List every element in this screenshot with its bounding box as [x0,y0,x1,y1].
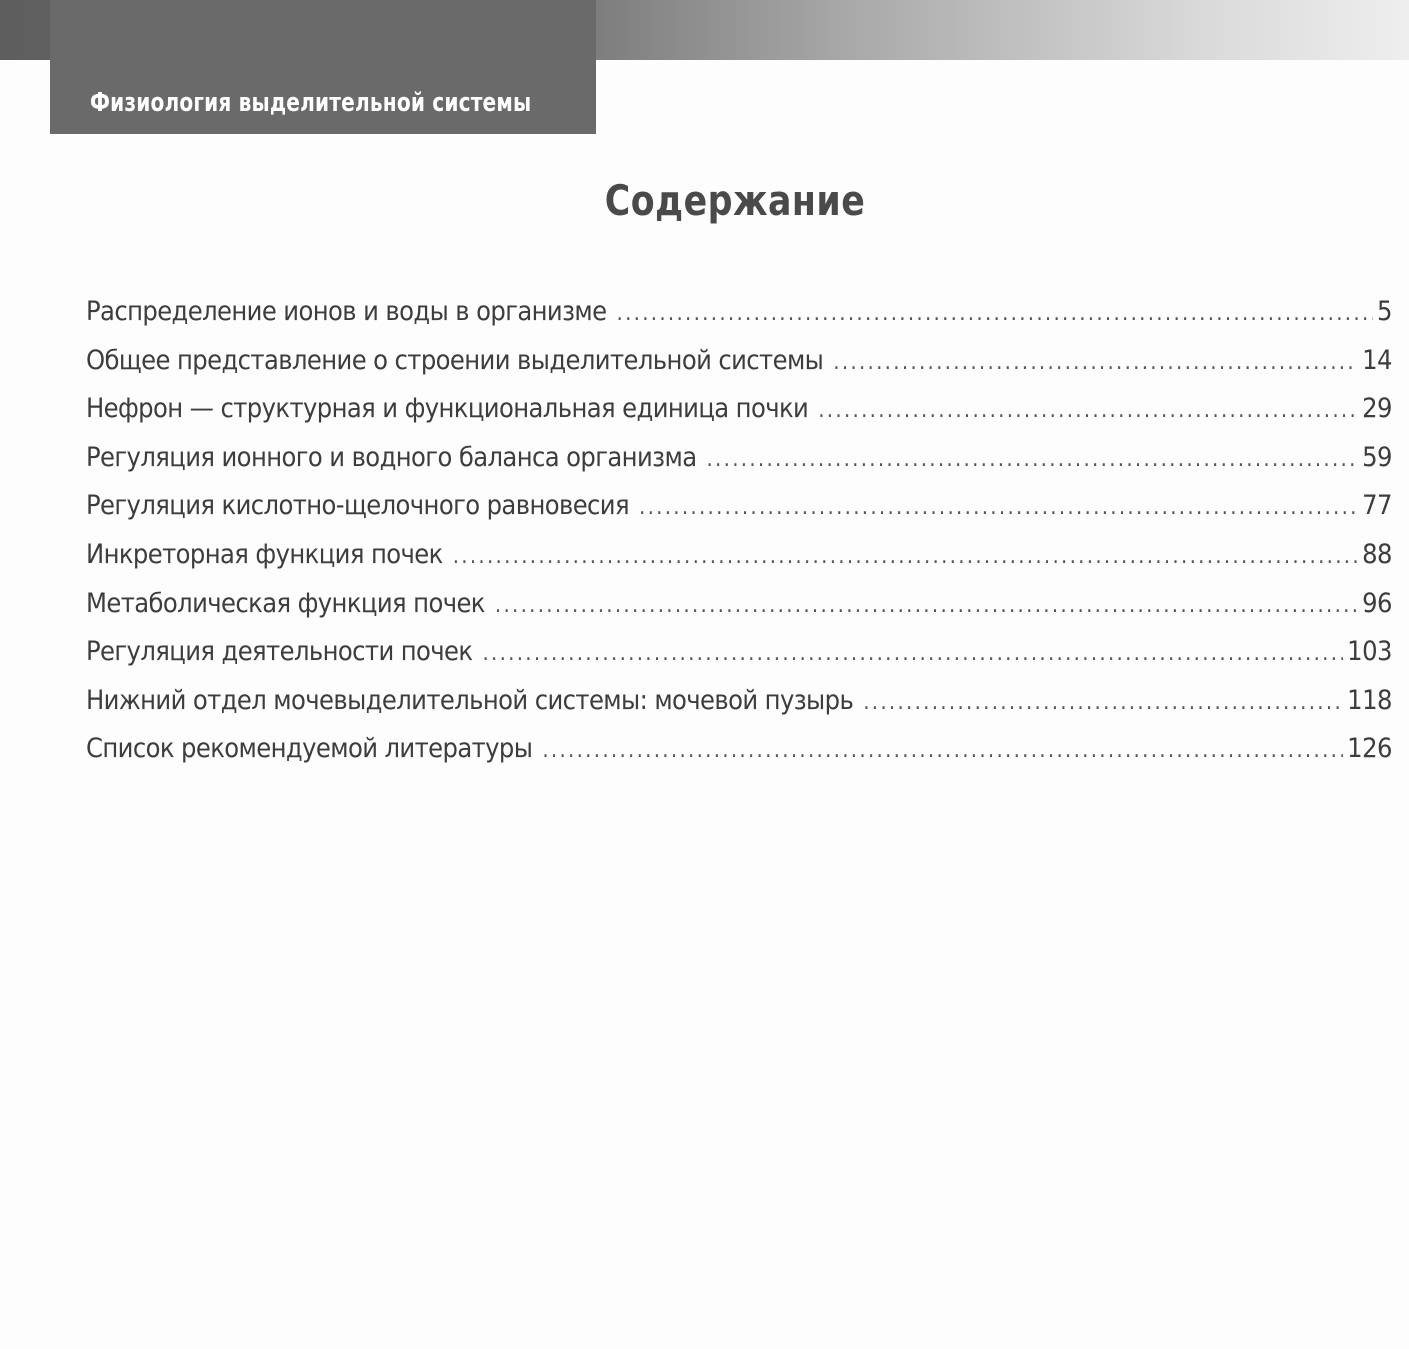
toc-entry-page: 77 [1362,490,1392,522]
toc-entry-title: Нефрон — структурная и функциональная единица почки [86,393,809,425]
toc-dot-leader [542,738,1343,763]
toc-dot-leader [453,544,1358,569]
toc-entry-title: Регуляция ионного и водного баланса организма [86,441,697,473]
toc-entry-page: 5 [1377,296,1392,327]
toc-dot-leader [833,350,1358,375]
toc-dot-leader [617,301,1374,326]
toc-entry-title: Регуляция кислотно-щелочного равновесия [86,490,629,522]
toc-dot-leader [639,495,1358,520]
toc-entry-title: Метаболическая функция почек [86,587,485,619]
toc-entry-title: Общее представление о строении выделительной системы [86,344,824,376]
toc-entry [86,588,1392,637]
toc-entry-page: 14 [1362,344,1392,376]
toc-entry-page: 103 [1347,636,1392,668]
running-head-box [50,0,596,134]
toc-entry-title: Инкреторная функция почек [86,538,443,570]
toc-entry [86,296,1392,345]
toc-entry-page: 29 [1362,393,1392,425]
toc-heading: Содержание [604,176,866,225]
running-head-title: Физиология выделительной системы [90,88,532,118]
toc-entry-page: 126 [1347,733,1392,765]
toc-entry [86,490,1392,539]
toc-entry-title: Список рекомендуемой литературы [86,733,533,765]
toc-entry [86,442,1392,491]
toc-dot-leader [863,690,1343,715]
toc-entry [86,636,1392,685]
toc-entry-page: 118 [1347,684,1392,716]
toc-entry [86,345,1392,394]
toc-entry-title: Нижний отдел мочевыделительной системы: мочевой пузырь [86,684,854,716]
toc-dot-leader [818,398,1358,423]
toc-entry [86,539,1392,588]
toc-entry-page: 88 [1362,538,1392,570]
toc-entry-page: 59 [1362,441,1392,473]
toc-dot-leader [495,593,1358,618]
toc-entry-title: Распределение ионов и воды в организме [86,296,607,327]
toc-dot-leader [482,641,1343,666]
toc-dot-leader [706,447,1358,472]
toc-entry-page: 96 [1362,587,1392,619]
toc-entry-title: Регуляция деятельности почек [86,636,473,668]
toc-entry [86,685,1392,734]
toc-list [86,296,1392,782]
toc-entry [86,733,1392,782]
toc-entry [86,393,1392,442]
